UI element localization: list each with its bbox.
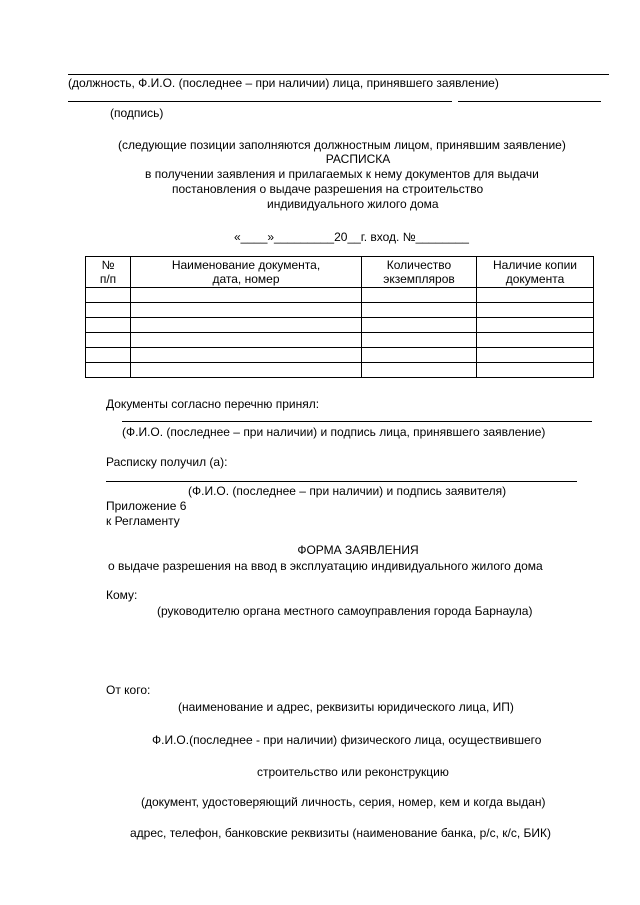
fill-note: (следующие позиции заполняются должностным лицом, принявшим заявление) bbox=[118, 138, 566, 152]
table-cell[interactable] bbox=[86, 348, 131, 363]
from-caption-id-document: (документ, удостоверяющий личность, серия, номер, кем и когда выдан) bbox=[141, 795, 546, 809]
header-quantity-line1: Количество bbox=[386, 258, 452, 272]
table-cell[interactable] bbox=[86, 288, 131, 303]
header-quantity bbox=[362, 257, 477, 288]
appendix-line-2: к Регламенту bbox=[106, 514, 180, 528]
table-cell[interactable] bbox=[477, 363, 594, 378]
table-row bbox=[86, 348, 594, 363]
receipt-subtitle-3: индивидуального жилого дома bbox=[267, 197, 439, 211]
table-row bbox=[86, 303, 594, 318]
header-number-line2: п/п bbox=[99, 272, 117, 286]
documents-table bbox=[85, 256, 594, 378]
header-document-name-line1: Наименование документа, bbox=[171, 258, 321, 272]
accepted-caption: (Ф.И.О. (последнее – при наличии) и подпись лица, принявшего заявление) bbox=[122, 425, 546, 439]
position-line[interactable] bbox=[68, 74, 609, 75]
header-document-name-line2: дата, номер bbox=[212, 272, 280, 286]
to-label: Кому: bbox=[106, 588, 138, 602]
table-row bbox=[86, 288, 594, 303]
table-cell[interactable] bbox=[362, 333, 477, 348]
position-caption: (должность, Ф.И.О. (последнее – при наличии) лица, принявшего заявление) bbox=[68, 76, 499, 90]
from-caption-construction: строительство или реконструкцию bbox=[257, 765, 449, 779]
table-cell[interactable] bbox=[362, 303, 477, 318]
received-signature-line[interactable] bbox=[106, 481, 577, 482]
header-copy-line1: Наличие копии bbox=[493, 258, 577, 272]
table-cell[interactable] bbox=[477, 348, 594, 363]
received-caption: (Ф.И.О. (последнее – при наличии) и подпись заявителя) bbox=[188, 484, 507, 498]
from-caption-legal: (наименование и адрес, реквизиты юридического лица, ИП) bbox=[178, 700, 514, 714]
appendix-line-1: Приложение 6 bbox=[106, 499, 187, 513]
receipt-subtitle-2: постановления о выдаче разрешения на строительство bbox=[172, 182, 484, 196]
table-cell[interactable] bbox=[131, 348, 362, 363]
table-cell[interactable] bbox=[86, 333, 131, 348]
signature-line-right[interactable] bbox=[458, 101, 601, 102]
accepted-label: Документы согласно перечню принял: bbox=[106, 397, 320, 411]
receipt-title: РАСПИСКА bbox=[325, 152, 391, 166]
table-cell[interactable] bbox=[477, 333, 594, 348]
table-cell[interactable] bbox=[131, 303, 362, 318]
table-cell[interactable] bbox=[86, 318, 131, 333]
from-label: От кого: bbox=[106, 683, 151, 697]
receipt-subtitle-1: в получении заявления и прилагаемых к нему документов для выдачи bbox=[145, 167, 539, 181]
table-cell[interactable] bbox=[477, 303, 594, 318]
header-quantity-line2: экземпляров bbox=[383, 272, 455, 286]
table-row bbox=[86, 333, 594, 348]
form-title: ФОРМА ЗАЯВЛЕНИЯ bbox=[297, 543, 419, 557]
table-cell[interactable] bbox=[86, 303, 131, 318]
table-cell[interactable] bbox=[131, 363, 362, 378]
from-caption-person: Ф.И.О.(последнее - при наличии) физического лица, осуществившего bbox=[152, 733, 542, 747]
table-cell[interactable] bbox=[131, 333, 362, 348]
signature-caption: (подпись) bbox=[110, 106, 164, 120]
table-cell[interactable] bbox=[362, 288, 477, 303]
table-cell[interactable] bbox=[362, 363, 477, 378]
table-cell[interactable] bbox=[131, 288, 362, 303]
date-number-line: «____»_________20__г. вход. №________ bbox=[234, 230, 469, 244]
header-copy bbox=[477, 257, 594, 288]
header-number-line1: № bbox=[101, 258, 115, 272]
table-header-row bbox=[86, 257, 594, 288]
from-caption-bank-details: адрес, телефон, банковские реквизиты (наименование банка, р/с, к/с, БИК) bbox=[130, 826, 551, 840]
header-number bbox=[86, 257, 131, 288]
table-cell[interactable] bbox=[362, 348, 477, 363]
table-cell[interactable] bbox=[477, 318, 594, 333]
received-label: Расписку получил (а): bbox=[106, 455, 228, 469]
table-cell[interactable] bbox=[86, 363, 131, 378]
accepted-signature-line[interactable] bbox=[122, 421, 592, 422]
header-document-name bbox=[131, 257, 362, 288]
to-caption: (руководителю органа местного самоуправления города Барнаула) bbox=[157, 604, 533, 618]
table-row bbox=[86, 318, 594, 333]
table-cell[interactable] bbox=[362, 318, 477, 333]
table-cell[interactable] bbox=[131, 318, 362, 333]
header-copy-line2: документа bbox=[505, 272, 565, 286]
table-row bbox=[86, 363, 594, 378]
signature-line-left[interactable] bbox=[68, 101, 452, 102]
form-subtitle: о выдаче разрешения на ввод в эксплуатацию индивидуального жилого дома bbox=[108, 559, 543, 573]
table-cell[interactable] bbox=[477, 288, 594, 303]
